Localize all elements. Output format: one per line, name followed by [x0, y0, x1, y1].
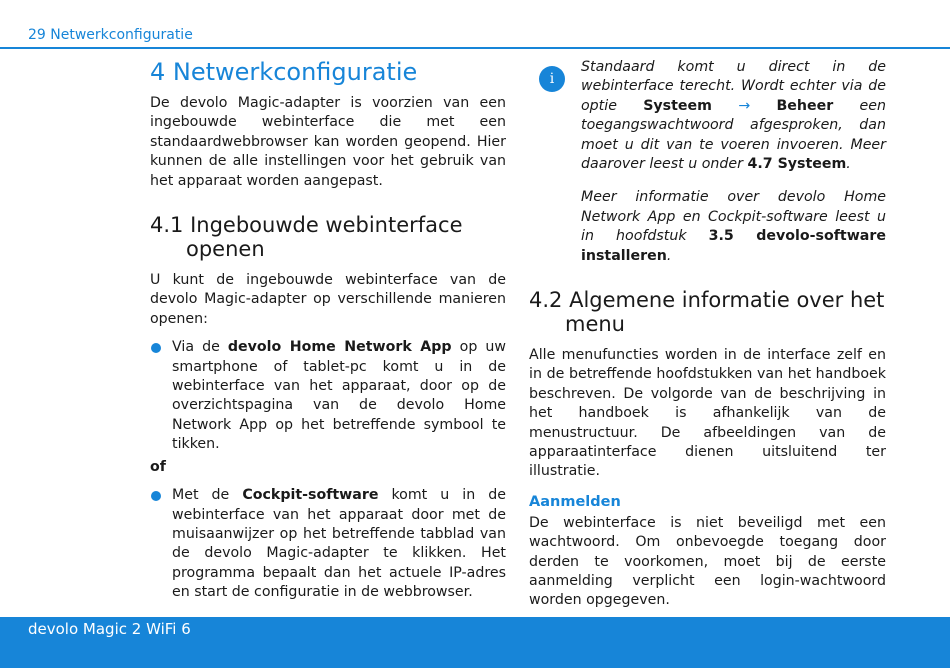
section-4-1-title: 4.1 Ingebouwde webinterface openen — [150, 213, 463, 262]
menu-paragraph: Alle menufuncties worden in de interface zelf en in de betreffende hoofdstukken van het handboek beschreven. De volgorde van de beschrijving in het handboek is afhankelijk van de menustructuur. De afbeeldingen van de apparaatinterface dienen uitsluitend ter illustratie. — [529, 347, 886, 480]
footer-product-name: devolo Magic 2 WiFi 6 — [28, 620, 191, 638]
page-footer — [0, 617, 950, 668]
bullet-dot-icon — [151, 343, 161, 353]
page-header — [0, 0, 950, 50]
info-icon: i — [539, 66, 565, 92]
list-item-cockpit: Met de Cockpit-software komt u in de webinterface van het apparaat door met de muisaanwijzer op het betreffende tabblad van de devolo Magic-adapter te klikken. Het programma bepaalt dan het actuele IP-adres en start de configuratie in de webbrowser. — [150, 486, 506, 602]
header-divider — [0, 47, 950, 49]
or-label: of — [150, 458, 166, 475]
login-paragraph: De webinterface is niet beveiligd met een wachtwoord. Om onbevoegde toegang door derden te voorkomen, moet bij de eerste aanmelding verplicht een login-wachtwoord worden opgegeven. — [529, 514, 886, 609]
note-paragraph-password: Standaard komt u direct in de webinterface terecht. Wordt echter via de optie Systeem → Beheer een toegangswachtwoord afgesproken, dan moet u dit van te voeren invoeren. Meer daarover leest u onder 4.7 Systeem. — [581, 59, 886, 173]
chapter-title: 4 Netwerkconfiguratie — [150, 58, 418, 86]
intro-paragraph: De devolo Magic-adapter is voorzien van een ingebouwde webinterface die met een standaardwebbrowser kan worden geopend. Hier kunnen de alle instellingen voor het gebruik van het apparaat worden aangepast. — [150, 95, 506, 189]
section-4-2-title: 4.2 Algemene informatie over het menu — [529, 288, 885, 336]
info-note — [581, 58, 886, 266]
bullet-dot-icon — [151, 491, 161, 501]
running-header: 29 Netwerkconfiguratie — [28, 27, 193, 43]
note-paragraph-more-info: Meer informatie over devolo Home Network App en Cockpit-software leest u in hoofdstuk 3.5 devolo-software installeren. — [581, 189, 886, 264]
left-column — [150, 56, 506, 603]
right-column — [529, 288, 886, 611]
login-heading: Aanmelden — [529, 493, 621, 510]
list-item-app: Via de devolo Home Network App op uw smartphone of tablet-pc komt u in de webinterface van het apparaat, door op de overzichtspagina van de devolo Home Network App op het betreffende symbool te tikken. — [150, 338, 506, 454]
ways-paragraph: U kunt de ingebouwde webinterface van de devolo Magic-adapter op verschillende manieren openen: — [150, 272, 506, 327]
